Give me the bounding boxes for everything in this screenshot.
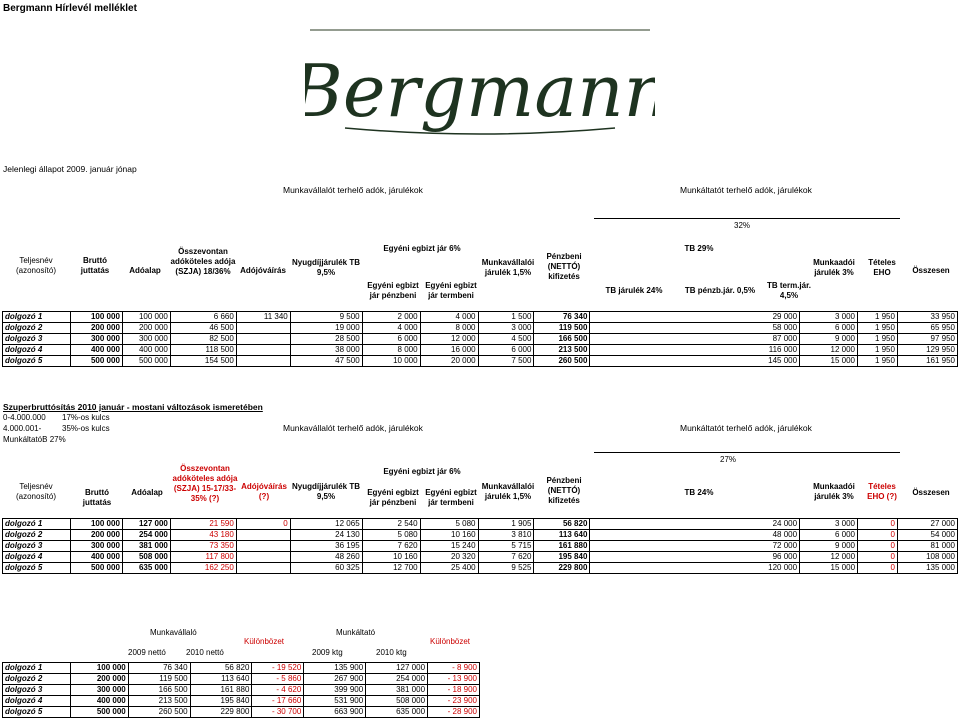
table-cell: 15 000 <box>800 563 858 574</box>
table-cell: 6 000 <box>800 323 858 334</box>
table-cell: 36 195 <box>290 541 362 552</box>
s2-pct-rule <box>594 452 900 453</box>
table-cell: 267 900 <box>304 674 366 685</box>
s2-col-gross: Bruttó juttatás <box>82 488 112 507</box>
table-row <box>3 552 958 563</box>
table-cell: 300 000 <box>70 541 122 552</box>
table-cell: 100 000 <box>70 519 122 530</box>
s1-pct: 32% <box>734 221 751 230</box>
table-cell: 213 500 <box>534 345 590 356</box>
table-cell: dolgozó 2 <box>3 530 71 541</box>
table-cell: 8 000 <box>420 323 478 334</box>
table-cell: 4 000 <box>420 312 478 323</box>
s1-col-tb24: TB járulék 24% <box>605 286 663 295</box>
s1-col-eho: Tételes EHO <box>868 258 896 277</box>
table-cell: 15 240 <box>420 541 478 552</box>
s1-col-tb: TB 29% <box>684 244 714 253</box>
table-cell: 20 320 <box>420 552 478 563</box>
table-row <box>3 519 958 530</box>
table-row <box>3 541 958 552</box>
table-cell: - 13 900 <box>428 674 480 685</box>
s3-cost2010-label: 2010 ktg <box>376 648 407 657</box>
s3-employee-label: Munkavállaló <box>150 628 197 637</box>
table-cell: 500 000 <box>70 707 128 718</box>
s2-note2b: 35%-os kulcs <box>62 424 110 433</box>
table-cell: 129 950 <box>897 345 957 356</box>
table-cell: 100 000 <box>70 663 128 674</box>
s1-col-health-cash: Egyéni egbizt jár pénzbeni <box>367 281 419 300</box>
table-row <box>3 312 958 323</box>
table-cell: 200 000 <box>70 674 128 685</box>
table-cell: 2 540 <box>362 519 420 530</box>
table-cell: 127 000 <box>122 519 170 530</box>
table-cell: 0 <box>236 519 290 530</box>
s1-col-emp: Munkavállalói járulék 1,5% <box>481 258 535 277</box>
table-cell: 200 000 <box>70 323 122 334</box>
table-cell: 4 500 <box>478 334 534 345</box>
table-cell: 0 <box>858 552 898 563</box>
s1-col-sum: Összesen <box>912 266 950 275</box>
table-cell: 260 500 <box>128 707 190 718</box>
table-cell: dolgozó 3 <box>3 334 71 345</box>
table-cell: 12 000 <box>800 552 858 563</box>
s2-col-er: Munkaadói járulék 3% <box>813 482 855 501</box>
table-cell: 100 000 <box>122 312 170 323</box>
table-cell: dolgozó 1 <box>3 519 71 530</box>
table-cell: 113 640 <box>534 530 590 541</box>
table-cell: 113 640 <box>190 674 252 685</box>
s1-col-name: Teljesnév (azonosító) <box>15 256 57 275</box>
s2-col-taxbase: Adóalap <box>131 488 163 497</box>
s2-col-eho: Tételes EHO (?) <box>867 482 897 501</box>
table-cell: 161 880 <box>190 685 252 696</box>
table-cell: 1 500 <box>478 312 534 323</box>
s1-col-tax: Összevontan adóköteles adója (SZJA) 18/36% <box>170 247 236 276</box>
s1-table-body <box>3 312 958 367</box>
table-cell: - 4 620 <box>252 685 304 696</box>
table-cell: 1 950 <box>858 356 898 367</box>
s2-note1a: 0-4.000.000 <box>3 413 46 422</box>
table-cell: 24 130 <box>290 530 362 541</box>
table-cell: 48 000 <box>590 530 800 541</box>
s1-col-tbt: TB term.jár. 4,5% <box>766 281 811 300</box>
table-cell: 1 950 <box>858 323 898 334</box>
table-cell: 3 000 <box>800 519 858 530</box>
table-cell: dolgozó 4 <box>3 696 71 707</box>
table-cell: 1 950 <box>858 312 898 323</box>
table-cell: 135 900 <box>304 663 366 674</box>
table-cell: 81 000 <box>897 541 957 552</box>
s2-note1b: 17%-os kulcs <box>62 413 110 422</box>
s2-col-health-cash: Egyéni egbizt jár pénzbeni <box>367 488 419 507</box>
s1-col-credit: Adójóváírás <box>240 266 286 275</box>
table-cell: dolgozó 2 <box>3 323 71 334</box>
table-row <box>3 530 958 541</box>
table-row <box>3 334 958 345</box>
s1-col-tbp: TB pénzb.jár. 0,5% <box>684 286 756 295</box>
table-cell: 28 500 <box>290 334 362 345</box>
table-cell: 47 500 <box>290 356 362 367</box>
table-cell: 399 900 <box>304 685 366 696</box>
table-cell: 97 950 <box>897 334 957 345</box>
table-cell: 33 950 <box>897 312 957 323</box>
table-cell: 161 880 <box>534 541 590 552</box>
table-cell: 6 000 <box>800 530 858 541</box>
table-cell: dolgozó 4 <box>3 345 71 356</box>
table-cell: dolgozó 3 <box>3 685 71 696</box>
table-cell: 19 000 <box>290 323 362 334</box>
table-cell: 195 840 <box>190 696 252 707</box>
table-cell: 400 000 <box>122 345 170 356</box>
table-row <box>3 663 480 674</box>
table-cell: 400 000 <box>70 552 122 563</box>
table-cell: 162 250 <box>170 563 236 574</box>
s3-table <box>2 662 480 718</box>
table-cell: 500 000 <box>122 356 170 367</box>
s2-table <box>2 518 958 574</box>
table-cell: 0 <box>858 530 898 541</box>
table-cell: 96 000 <box>590 552 800 563</box>
table-cell: 21 590 <box>170 519 236 530</box>
table-cell <box>236 345 290 356</box>
table-cell: 254 000 <box>122 530 170 541</box>
table-cell: 56 820 <box>534 519 590 530</box>
table-cell: 7 620 <box>478 552 534 563</box>
table-row <box>3 563 958 574</box>
s2-title: Szuperbruttósítás 2010 január - mostani változások ismeretében <box>3 402 263 412</box>
table-cell: 16 000 <box>420 345 478 356</box>
s2-col-pension: Nyugdíjjárulék TB 9,5% <box>291 482 360 501</box>
table-cell: 46 500 <box>170 323 236 334</box>
table-cell: 213 500 <box>128 696 190 707</box>
table-cell: 27 000 <box>897 519 957 530</box>
bergmann-logo <box>305 28 655 146</box>
table-cell: 29 000 <box>590 312 800 323</box>
table-cell: 127 000 <box>366 663 428 674</box>
table-cell: dolgozó 3 <box>3 541 71 552</box>
table-cell: 12 065 <box>290 519 362 530</box>
table-cell: - 5 860 <box>252 674 304 685</box>
table-cell: 117 800 <box>170 552 236 563</box>
table-cell: 116 000 <box>590 345 800 356</box>
table-cell: 381 000 <box>122 541 170 552</box>
table-cell: 166 500 <box>534 334 590 345</box>
table-cell: 76 340 <box>534 312 590 323</box>
table-cell: - 18 900 <box>428 685 480 696</box>
table-cell: 4 000 <box>362 323 420 334</box>
s3-net2009-label: 2009 nettó <box>128 648 166 657</box>
table-cell: 5 080 <box>362 530 420 541</box>
table-cell: 76 340 <box>128 663 190 674</box>
table-cell <box>236 552 290 563</box>
table-cell: 3 000 <box>800 312 858 323</box>
table-cell: 5 715 <box>478 541 534 552</box>
table-cell: - 19 520 <box>252 663 304 674</box>
s1-col-taxbase: Adóalap <box>129 266 161 275</box>
s2-col-tax: Összevontan adóköteles adója (SZJA) 15-17/33-35% (?) <box>172 464 238 503</box>
s2-note2a: 4.000.001- <box>3 424 42 433</box>
table-cell <box>236 334 290 345</box>
table-cell: - 30 700 <box>252 707 304 718</box>
s3-diff2-label: Különbözet <box>430 637 471 646</box>
table-cell: 24 000 <box>590 519 800 530</box>
table-cell: 6 000 <box>362 334 420 345</box>
table-cell: - 28 900 <box>428 707 480 718</box>
s1-col-gross: Bruttó juttatás <box>80 256 110 275</box>
s1-pct-rule <box>594 218 900 219</box>
s1-table <box>2 311 958 367</box>
table-cell: 3 000 <box>478 323 534 334</box>
table-cell: 9 525 <box>478 563 534 574</box>
table-cell: 12 700 <box>362 563 420 574</box>
s3-table-body <box>3 663 480 718</box>
s3-net2010-label: 2010 nettó <box>186 648 224 657</box>
table-cell: 60 325 <box>290 563 362 574</box>
table-cell: 6 660 <box>170 312 236 323</box>
table-row <box>3 707 480 718</box>
table-cell <box>236 541 290 552</box>
s2-col-net: Pénzbeni (NETTÓ) kifizetés <box>546 476 582 505</box>
table-row <box>3 674 480 685</box>
table-cell: dolgozó 4 <box>3 552 71 563</box>
table-cell: 108 000 <box>897 552 957 563</box>
table-cell: 48 260 <box>290 552 362 563</box>
table-cell: 254 000 <box>366 674 428 685</box>
table-cell: 119 500 <box>128 674 190 685</box>
status-subtitle: Jelenlegi állapot 2009. január jónap <box>3 164 137 174</box>
table-cell: 54 000 <box>897 530 957 541</box>
table-cell: dolgozó 1 <box>3 663 71 674</box>
table-cell <box>236 323 290 334</box>
table-cell: 2 000 <box>362 312 420 323</box>
table-cell: 381 000 <box>366 685 428 696</box>
s2-note3: MunkáltatóB 27% <box>3 435 66 444</box>
table-cell: 400 000 <box>70 345 122 356</box>
table-cell: 5 080 <box>420 519 478 530</box>
table-cell: 1 950 <box>858 334 898 345</box>
table-cell: 135 000 <box>897 563 957 574</box>
table-cell: - 17 660 <box>252 696 304 707</box>
table-cell: 200 000 <box>122 323 170 334</box>
table-cell: 635 000 <box>122 563 170 574</box>
table-cell: dolgozó 2 <box>3 674 71 685</box>
table-cell: 8 000 <box>362 345 420 356</box>
s2-col-health: Egyéni egbizt jár 6% <box>383 467 461 476</box>
table-row <box>3 685 480 696</box>
table-cell: 100 000 <box>70 312 122 323</box>
table-cell <box>236 530 290 541</box>
table-row <box>3 356 958 367</box>
table-row <box>3 323 958 334</box>
table-cell: 635 000 <box>366 707 428 718</box>
table-cell: 9 000 <box>800 334 858 345</box>
table-cell: 72 000 <box>590 541 800 552</box>
s2-group-employer: Munkáltatót terhelő adók, járulékok <box>680 423 812 433</box>
table-cell: 120 000 <box>590 563 800 574</box>
table-cell: 161 950 <box>897 356 957 367</box>
table-cell: 6 000 <box>478 345 534 356</box>
s3-employer-label: Munkáltató <box>336 628 376 637</box>
table-cell: 12 000 <box>800 345 858 356</box>
table-cell: 87 000 <box>590 334 800 345</box>
table-cell: 10 160 <box>420 530 478 541</box>
s1-col-er: Munkaadói járulék 3% <box>813 258 855 277</box>
table-cell: 11 340 <box>236 312 290 323</box>
s1-col-pension: Nyugdíjjárulék TB 9,5% <box>291 258 360 277</box>
table-cell: 82 500 <box>170 334 236 345</box>
table-cell: 10 160 <box>362 552 420 563</box>
table-cell: 38 000 <box>290 345 362 356</box>
table-cell: 260 500 <box>534 356 590 367</box>
s3-cost2009-label: 2009 ktg <box>312 648 343 657</box>
table-cell: 0 <box>858 563 898 574</box>
s2-col-credit: Adójóváírás (?) <box>241 482 287 501</box>
s2-col-emp: Munkavállalói járulék 1,5% <box>481 482 535 501</box>
table-cell: 300 000 <box>122 334 170 345</box>
table-cell: - 8 900 <box>428 663 480 674</box>
table-cell: dolgozó 5 <box>3 356 71 367</box>
table-cell: 7 620 <box>362 541 420 552</box>
table-cell: 56 820 <box>190 663 252 674</box>
s1-group-employee: Munkavállalót terhelő adók, járulékok <box>283 185 423 195</box>
s2-table-body <box>3 519 958 574</box>
table-cell: 154 500 <box>170 356 236 367</box>
s3-diff1-label: Különbözet <box>244 637 285 646</box>
table-cell <box>236 563 290 574</box>
table-cell: 229 800 <box>534 563 590 574</box>
logo-text: Bergmann <box>305 49 655 133</box>
table-cell: 12 000 <box>420 334 478 345</box>
table-cell: 508 000 <box>366 696 428 707</box>
table-cell <box>236 356 290 367</box>
table-cell: - 23 900 <box>428 696 480 707</box>
table-cell: dolgozó 5 <box>3 707 71 718</box>
table-cell: 195 840 <box>534 552 590 563</box>
table-cell: 15 000 <box>800 356 858 367</box>
table-cell: 119 500 <box>534 323 590 334</box>
s1-col-health: Egyéni egbizt jár 6% <box>383 244 461 253</box>
table-cell: 1 950 <box>858 345 898 356</box>
table-cell: 25 400 <box>420 563 478 574</box>
table-cell: 508 000 <box>122 552 170 563</box>
s1-col-health-kind: Egyéni egbizt jár termbeni <box>425 281 477 300</box>
page-title: Bergmann Hírlevél melléklet <box>3 3 137 14</box>
table-cell: 166 500 <box>128 685 190 696</box>
table-cell: 200 000 <box>70 530 122 541</box>
table-cell: 9 000 <box>800 541 858 552</box>
table-cell: 20 000 <box>420 356 478 367</box>
table-cell: 500 000 <box>70 563 122 574</box>
table-cell: 7 500 <box>478 356 534 367</box>
table-cell: 0 <box>858 541 898 552</box>
table-cell: 10 000 <box>362 356 420 367</box>
table-cell: 229 800 <box>190 707 252 718</box>
table-cell: 118 500 <box>170 345 236 356</box>
s2-col-name: Teljesnév (azonosító) <box>15 482 57 501</box>
s2-group-employee: Munkavállalót terhelő adók, járulékok <box>283 423 423 433</box>
table-cell: 300 000 <box>70 334 122 345</box>
table-cell: 145 000 <box>590 356 800 367</box>
table-cell: 58 000 <box>590 323 800 334</box>
s1-group-employer: Munkáltatót terhelő adók, járulékok <box>680 185 812 195</box>
s2-col-tb24: TB 24% <box>684 488 714 497</box>
table-cell: dolgozó 5 <box>3 563 71 574</box>
table-cell: dolgozó 1 <box>3 312 71 323</box>
table-cell: 1 905 <box>478 519 534 530</box>
table-cell: 43 180 <box>170 530 236 541</box>
table-cell: 3 810 <box>478 530 534 541</box>
s2-pct: 27% <box>720 455 737 464</box>
table-cell: 531 900 <box>304 696 366 707</box>
table-cell: 400 000 <box>70 696 128 707</box>
s2-col-health-kind: Egyéni egbizt jár termbeni <box>425 488 477 507</box>
table-cell: 300 000 <box>70 685 128 696</box>
table-cell: 65 950 <box>897 323 957 334</box>
s2-col-sum: Összesen <box>912 488 950 497</box>
table-row <box>3 696 480 707</box>
s1-col-net: Pénzbeni (NETTÓ) kifizetés <box>546 252 582 281</box>
table-cell: 500 000 <box>70 356 122 367</box>
table-row <box>3 345 958 356</box>
table-cell: 0 <box>858 519 898 530</box>
table-cell: 73 350 <box>170 541 236 552</box>
table-cell: 663 900 <box>304 707 366 718</box>
table-cell: 9 500 <box>290 312 362 323</box>
